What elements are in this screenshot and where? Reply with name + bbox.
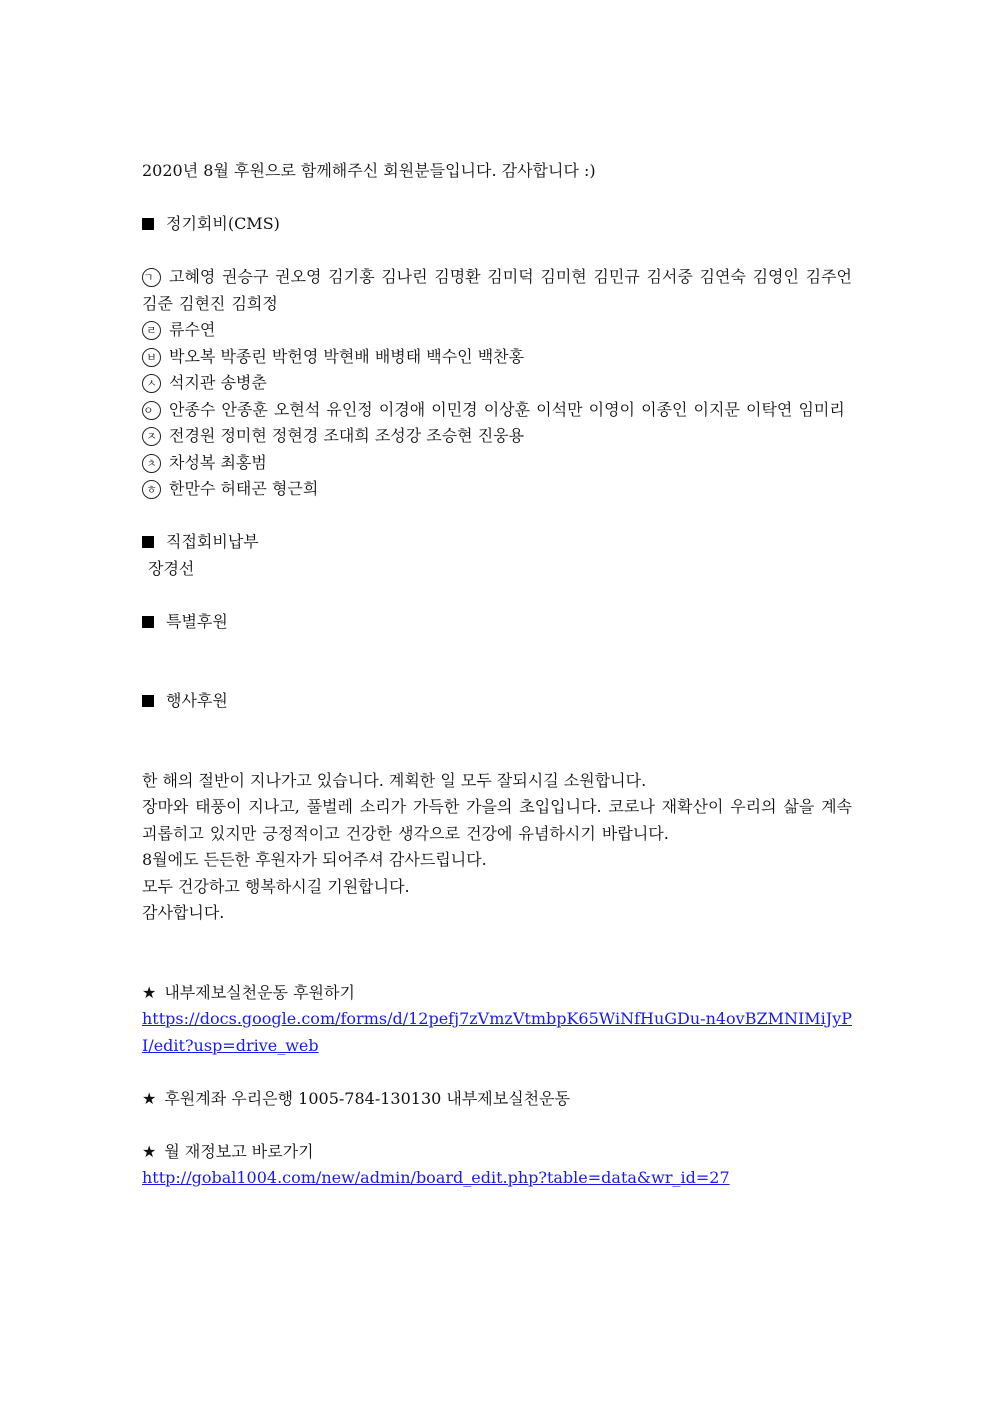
member-names: 박오복 박종린 박헌영 박현배 배병태 백수인 백찬홍 [169,346,525,366]
square-bullet-icon [142,695,154,707]
member-names: 석지관 송병춘 [169,373,267,392]
finance-report-link[interactable]: http://gobal1004.com/new/admin/board_edit.php?table=data&wr_id=27 [142,1168,730,1187]
star-icon: ★ [142,982,157,1002]
group-siot [142,370,852,397]
member-names: 고혜영 권승구 권오영 김기홍 김나린 김명환 김미덕 김미현 김민규 김서중 김연숙 김영인 김주언 김준 김현진 김희정 [142,267,852,313]
message-line-4: 모두 건강하고 행복하시길 기원합니다. [142,876,410,896]
circled-letter-icon: ㅇ [142,401,161,420]
account-text: 후원계좌 우리은행 1005-784-130130 내부제보실천운동 [164,1088,571,1108]
circled-letter-icon: ㅊ [142,454,161,473]
report-label-text: 월 재정보고 바로가기 [164,1141,314,1161]
group-hieut [142,476,852,503]
square-bullet-icon [142,616,154,628]
circled-letter-icon: ㄹ [142,321,161,340]
circled-letter-icon: ㅂ [142,348,161,367]
group-ieung [142,397,852,424]
member-names: 류수연 [169,320,216,339]
square-bullet-icon [142,536,154,548]
square-bullet-icon [142,218,154,230]
member-names: 차성복 최홍범 [169,452,267,472]
circled-letter-icon: ㅅ [142,374,161,393]
circled-letter-icon: ㄱ [142,268,161,287]
section-heading-regular [142,211,852,238]
group-chieut [142,450,852,477]
account-info [142,1086,852,1113]
star-icon: ★ [142,1088,157,1108]
report-label [142,1139,852,1166]
star-icon: ★ [142,1141,157,1161]
circled-letter-icon: ㅈ [142,427,161,446]
circled-letter-icon: ㅎ [142,480,161,499]
intro-text: 2020년 8월 후원으로 함께해주신 회원분들입니다. 감사합니다 :) [142,161,596,180]
event-heading-text: 행사후원 [166,691,228,710]
section-heading-direct [142,529,852,556]
support-label [142,980,852,1007]
group-rieul [142,317,852,344]
special-heading-text: 특별후원 [166,611,228,631]
direct-member-names: 장경선 [148,558,195,578]
regular-heading-text: 정기회비(CMS) [166,214,280,233]
group-bieup [142,344,852,371]
message-line-2: 장마와 태풍이 지나고, 풀벌레 소리가 가득한 가을의 초입입니다. 코로나 재확산이 우리의 삶을 계속 괴롭히고 있지만 긍정적이고 건강한 생각으로 건강에 유념하시기 바랍니다. [142,797,852,843]
support-form-link[interactable]: https://docs.google.com/forms/d/12pefj7zVmzVtmbpK65WiNfHuGDu-n4ovBZMNIMiJyPI/edit?usp=drive_web [142,1009,853,1055]
member-names: 안종수 안종훈 오현석 유인정 이경애 이민경 이상훈 이석만 이영이 이종인 이지문 이탁연 임미리 [169,399,845,419]
member-names: 한만수 허태곤 형근희 [169,479,319,498]
group-jieut [142,423,852,450]
member-names: 전경원 정미현 정현경 조대희 조성강 조승현 진웅용 [169,426,525,445]
section-heading-special [142,609,852,636]
message-line-3: 8월에도 든든한 후원자가 되어주셔 감사드립니다. [142,850,487,869]
document-body [142,158,852,1192]
message-line-5: 감사합니다. [142,903,225,922]
message-line-1: 한 해의 절반이 지나가고 있습니다. 계획한 일 모두 잘되시길 소원합니다. [142,770,647,790]
direct-heading-text: 직접회비납부 [166,532,259,551]
section-heading-event [142,688,852,715]
support-label-text: 내부제보실천운동 후원하기 [164,982,355,1002]
group-giyeok [142,264,852,317]
